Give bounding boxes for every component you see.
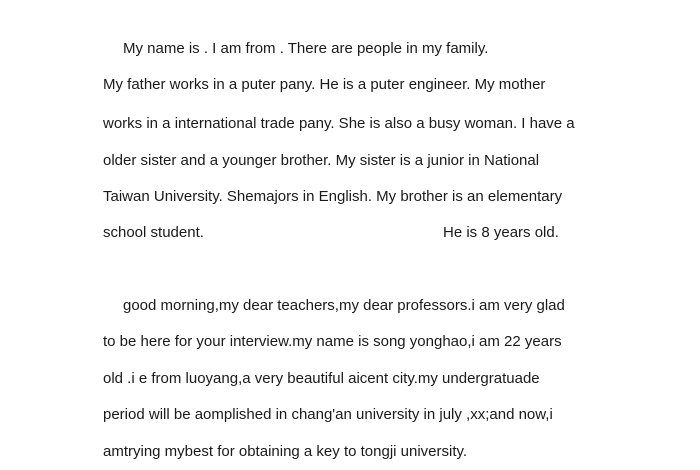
text-line: school student.	[103, 224, 204, 241]
text-line: My father works in a puter pany. He is a puter engineer. My mother	[103, 76, 546, 93]
text-line: older sister and a younger brother. My sister is a junior in National	[103, 152, 540, 169]
text-line: good morning,my dear teachers,my dear professors.i am very glad	[123, 297, 565, 314]
text-line: period will be aomplished in chang'an university in july ,xx;and now,i	[103, 406, 553, 423]
text-line: to be here for your interview.my name is song yonghao,i am 22 years	[103, 333, 562, 350]
text-line: amtrying mybest for obtaining a key to tongji university.	[103, 443, 468, 460]
text-line: works in a international trade pany. She is also a busy woman. I have a	[103, 115, 575, 132]
text-line: My name is . I am from . There are people in my family.	[123, 40, 489, 57]
text-line: Taiwan University. Shemajors in English. My brother is an elementary	[103, 188, 563, 205]
text-line: He is 8 years old.	[443, 224, 559, 241]
text-line: old .i e from luoyang,a very beautiful aicent city.my undergratuade	[103, 370, 540, 387]
